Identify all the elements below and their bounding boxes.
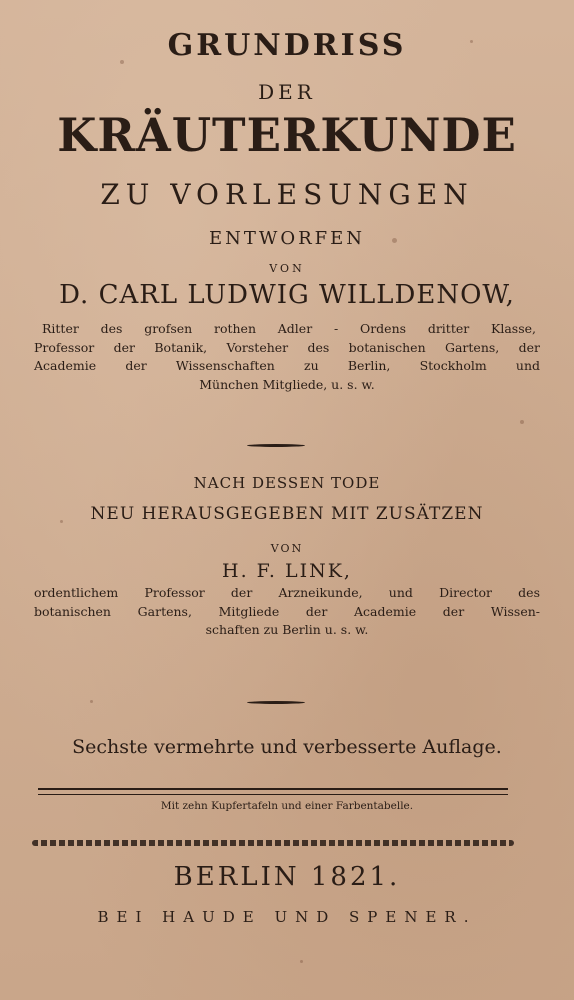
chain-ornament-rule (32, 840, 514, 846)
foxing-spot (300, 960, 303, 963)
edition-statement: Sechste vermehrte und verbesserte Auflage. (72, 736, 502, 758)
author-name: D. CARL LUDWIG WILLDENOW, (59, 280, 515, 310)
double-rule (38, 788, 508, 795)
editor-after-death: NACH DESSEN TODE (193, 474, 381, 492)
editor-title-line: ordentlichem Professor der Arzneikunde, und Director des (34, 585, 540, 600)
title-line-der: DER (258, 80, 316, 104)
ornamental-rule (247, 444, 305, 447)
author-title-line: Professor der Botanik, Vorsteher des botanischen Gartens, der (34, 339, 540, 355)
foxing-spot (520, 420, 524, 424)
editor-title-line: schaften zu Berlin u. s. w. (205, 622, 369, 637)
title-line-kraeuterkunde: KRÄUTERKUNDE (57, 108, 517, 162)
plates-note: Mit zehn Kupfertafeln und einer Farbentabelle. (160, 800, 414, 812)
editor-title-line: botanischen Gartens, Mitgliede der Academie der Wissen- (34, 603, 540, 619)
editor-titles (34, 584, 540, 640)
title-line-zu-vorlesungen: ZU VORLESUNGEN (100, 178, 474, 211)
imprint-publisher: BEI HAUDE UND SPENER. (97, 908, 477, 926)
title-line-grundriss: GRUNDRISS (167, 28, 407, 63)
author-von: VON (269, 262, 305, 275)
editor-reissued: NEU HERAUSGEGEBEN MIT ZUSÄTZEN (90, 504, 484, 524)
editor-name: H. F. LINK, (222, 560, 352, 582)
imprint-place-year: BERLIN 1821. (173, 862, 401, 892)
author-titles (34, 320, 540, 394)
author-title-line: Ritter des grofsen rothen Adler - Ordens dritter Klasse, (42, 321, 536, 336)
author-title-line: Academie der Wissenschaften zu Berlin, Stockholm und (34, 358, 540, 373)
author-title-line: München Mitgliede, u. s. w. (199, 376, 375, 392)
title-line-entworfen: ENTWORFEN (208, 228, 366, 249)
editor-von: VON (270, 542, 304, 555)
ornamental-rule (247, 701, 305, 704)
foxing-spot (90, 700, 93, 703)
